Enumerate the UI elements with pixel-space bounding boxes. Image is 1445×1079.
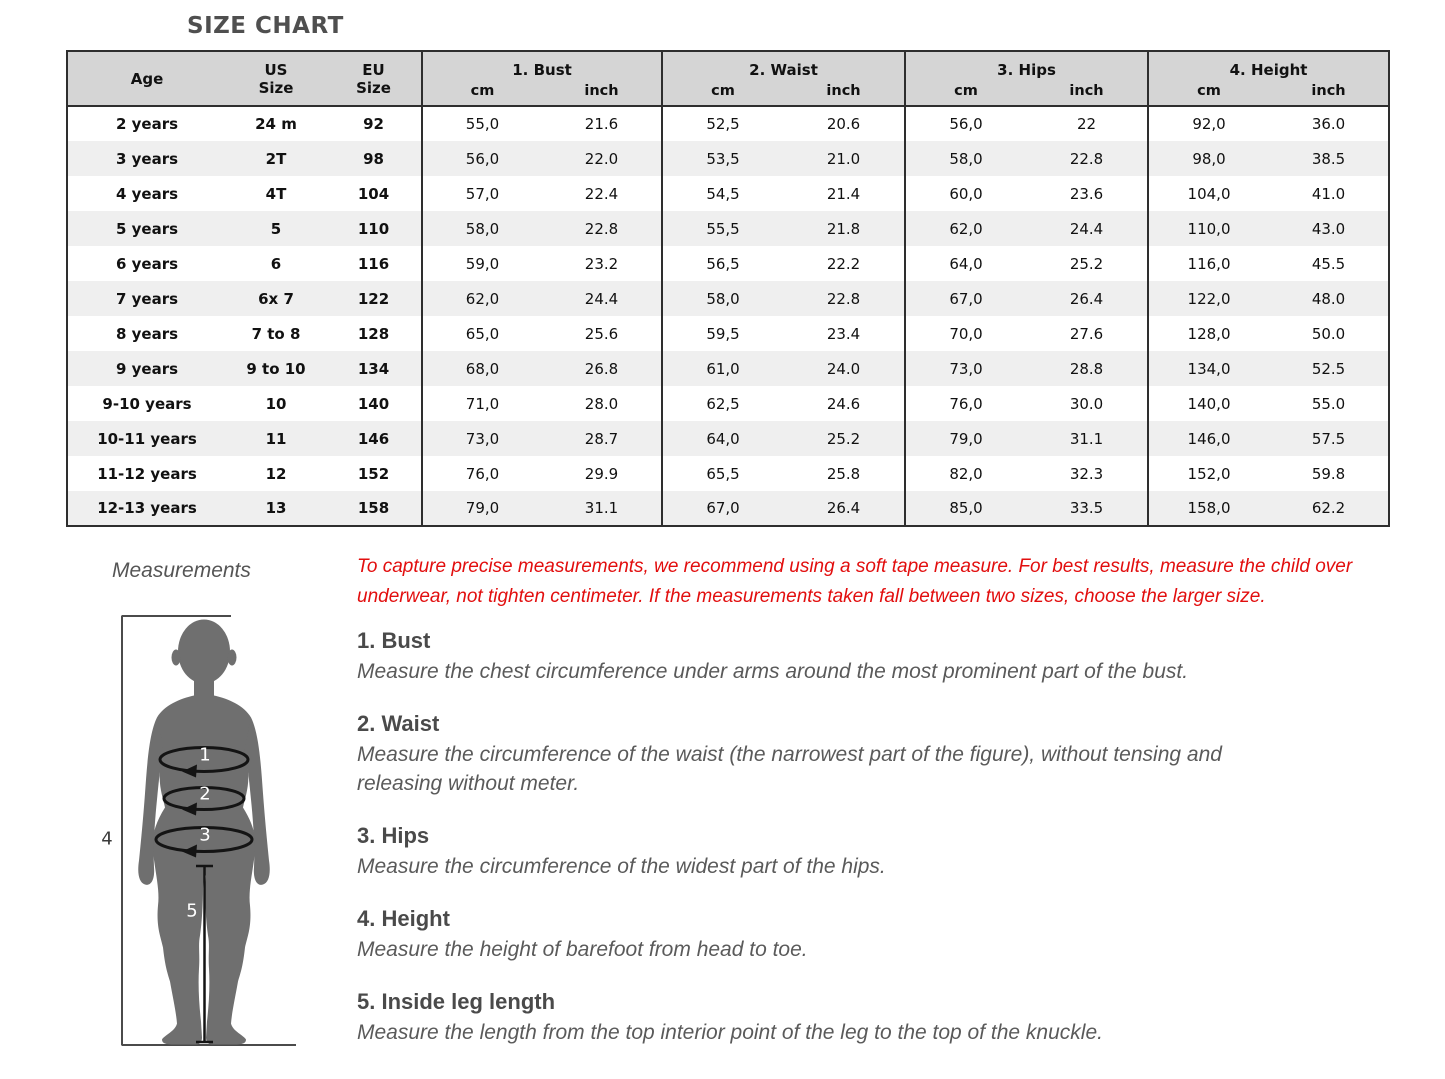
table-cell: 2 years bbox=[115, 115, 179, 133]
column-header-age: Age bbox=[67, 51, 226, 106]
table-cell: 122 bbox=[357, 289, 390, 308]
table-cell: 48.0 bbox=[1311, 289, 1346, 308]
table-row bbox=[67, 176, 1389, 211]
table-cell: 13 bbox=[265, 499, 287, 517]
table-cell: 116 bbox=[357, 254, 390, 273]
table-cell: 11-12 years bbox=[97, 464, 197, 483]
table-cell: 116,0 bbox=[1148, 246, 1269, 281]
table-cell: 22.0 bbox=[584, 149, 619, 168]
table-cell: 104 bbox=[357, 184, 390, 203]
table-cell: 85,0 bbox=[905, 491, 1026, 526]
table-cell: 104,0 bbox=[1148, 176, 1269, 211]
us-size-line1: US bbox=[264, 60, 288, 79]
table-cell: 54,5 bbox=[662, 176, 783, 211]
table-cell: 43.0 bbox=[1311, 219, 1346, 238]
table-cell: 62.2 bbox=[1311, 499, 1346, 517]
eu-size-line1: EU bbox=[362, 60, 385, 79]
table-cell: 4T bbox=[265, 184, 287, 203]
table-cell: 52.5 bbox=[1311, 359, 1346, 378]
table-cell: 32.3 bbox=[1069, 464, 1104, 483]
figure-label-bust: 1 bbox=[199, 744, 211, 766]
table-cell: 10-11 years bbox=[97, 429, 197, 448]
table-cell: 58,0 bbox=[422, 211, 542, 246]
table-cell: 3 years bbox=[115, 149, 179, 168]
table-cell: 6x 7 bbox=[258, 289, 294, 308]
table-cell: 79,0 bbox=[422, 491, 542, 526]
table-row bbox=[67, 281, 1389, 316]
table-cell: 65,0 bbox=[422, 316, 542, 351]
table-cell: 25.2 bbox=[1069, 254, 1104, 273]
table-cell: 134,0 bbox=[1148, 351, 1269, 386]
table-cell: 59,5 bbox=[662, 316, 783, 351]
table-cell: 31.1 bbox=[584, 499, 619, 517]
table-cell: 24.4 bbox=[584, 289, 619, 308]
table-cell: 23.6 bbox=[1069, 184, 1104, 203]
table-cell: 98,0 bbox=[1148, 141, 1269, 176]
table-cell: 7 to 8 bbox=[251, 324, 301, 343]
table-cell: 65,5 bbox=[662, 456, 783, 491]
table-cell: 5 years bbox=[115, 219, 179, 238]
section-text: Measure the length from the top interior point of the leg to the top of the knuckle. bbox=[357, 1021, 1103, 1044]
figure-label-hips: 3 bbox=[199, 824, 211, 846]
table-cell: 64,0 bbox=[662, 421, 783, 456]
table-cell: 62,0 bbox=[905, 211, 1026, 246]
table-cell: 26.8 bbox=[584, 359, 619, 378]
table-cell: 67,0 bbox=[662, 491, 783, 526]
table-cell: 22.2 bbox=[826, 254, 861, 273]
column-header-waist: 2. Waist bbox=[662, 51, 905, 80]
table-row bbox=[67, 491, 1389, 526]
table-cell: 146,0 bbox=[1148, 421, 1269, 456]
table-cell: 4 years bbox=[115, 184, 179, 203]
measurements-label: Measurements bbox=[112, 559, 251, 582]
table-cell: 6 bbox=[270, 254, 282, 273]
table-cell: 122,0 bbox=[1148, 281, 1269, 316]
table-cell: 25.8 bbox=[826, 464, 861, 483]
column-header-height: 4. Height bbox=[1148, 51, 1389, 80]
section-text: Measure the circumference of the widest part of the hips. bbox=[357, 855, 886, 878]
table-cell: 70,0 bbox=[905, 316, 1026, 351]
table-cell: 140,0 bbox=[1148, 386, 1269, 421]
table-cell: 57,0 bbox=[422, 176, 542, 211]
section-heading: 2. Waist bbox=[357, 711, 440, 736]
table-cell: 25.6 bbox=[584, 324, 619, 343]
table-cell: 59.8 bbox=[1311, 464, 1346, 483]
table-cell: 10 bbox=[265, 394, 287, 413]
table-cell: 64,0 bbox=[905, 246, 1026, 281]
table-cell: 158 bbox=[357, 499, 390, 517]
table-cell: 68,0 bbox=[422, 351, 542, 386]
figure-label-height: 4 bbox=[101, 828, 113, 850]
table-cell: 9 to 10 bbox=[246, 359, 306, 378]
table-cell: 9-10 years bbox=[102, 394, 192, 413]
table-cell: 31.1 bbox=[1069, 429, 1104, 448]
table-cell: 26.4 bbox=[826, 499, 861, 517]
table-cell: 22.4 bbox=[584, 184, 619, 203]
table-cell: 128 bbox=[357, 324, 390, 343]
table-cell: 22.8 bbox=[584, 219, 619, 238]
table-cell: 21.6 bbox=[584, 115, 619, 133]
section-heading: 3. Hips bbox=[357, 823, 430, 848]
table-cell: 24 m bbox=[255, 115, 297, 133]
table-cell: 60,0 bbox=[905, 176, 1026, 211]
table-cell: 25.2 bbox=[826, 429, 861, 448]
table-cell: 98 bbox=[363, 149, 384, 168]
table-cell: 56,0 bbox=[905, 106, 1026, 141]
table-row bbox=[67, 246, 1389, 281]
section-text: Measure the height of barefoot from head to toe. bbox=[357, 938, 808, 961]
size-table bbox=[66, 50, 1390, 527]
table-cell: 38.5 bbox=[1311, 149, 1346, 168]
table-cell: 20.6 bbox=[826, 115, 861, 133]
table-cell: 50.0 bbox=[1311, 324, 1346, 343]
table-cell: 24.0 bbox=[826, 359, 861, 378]
table-cell: 61,0 bbox=[662, 351, 783, 386]
figure-label-waist: 2 bbox=[199, 783, 211, 805]
table-cell: 5 bbox=[270, 219, 282, 238]
table-cell: 36.0 bbox=[1311, 115, 1346, 133]
table-cell: 62,5 bbox=[662, 386, 783, 421]
table-cell: 76,0 bbox=[905, 386, 1026, 421]
section-heading: 5. Inside leg length bbox=[357, 989, 556, 1014]
column-header-bust: 1. Bust bbox=[422, 51, 662, 80]
table-cell: 27.6 bbox=[1069, 324, 1104, 343]
table-cell: 21.0 bbox=[826, 149, 861, 168]
table-cell: 23.2 bbox=[584, 254, 619, 273]
table-cell: 57.5 bbox=[1311, 429, 1346, 448]
size-table-body bbox=[67, 106, 1389, 526]
table-cell: 22 bbox=[1076, 115, 1097, 133]
us-size-line2: Size bbox=[258, 78, 294, 97]
section-hips bbox=[357, 823, 1237, 881]
table-cell: 134 bbox=[357, 359, 390, 378]
table-row bbox=[67, 421, 1389, 456]
table-cell: 158,0 bbox=[1148, 491, 1269, 526]
table-cell: 55.0 bbox=[1311, 394, 1346, 413]
table-cell: 79,0 bbox=[905, 421, 1026, 456]
header-group-row bbox=[67, 51, 1389, 80]
table-cell: 9 years bbox=[115, 359, 179, 378]
table-row bbox=[67, 141, 1389, 176]
section-heading: 1. Bust bbox=[357, 628, 431, 653]
page-title: SIZE CHART bbox=[187, 13, 344, 39]
section-text: Measure the chest circumference under arms around the most prominent part of the bust. bbox=[357, 660, 1189, 683]
section-waist bbox=[357, 711, 1237, 798]
table-cell: 82,0 bbox=[905, 456, 1026, 491]
table-cell: 21.4 bbox=[826, 184, 861, 203]
size-table-header bbox=[67, 51, 1389, 106]
table-row bbox=[67, 211, 1389, 246]
table-cell: 8 years bbox=[115, 324, 179, 343]
section-heading: 4. Height bbox=[357, 906, 450, 931]
table-row bbox=[67, 106, 1389, 141]
table-cell: 45.5 bbox=[1311, 254, 1346, 273]
section-bust bbox=[357, 628, 1237, 686]
table-cell: 58,0 bbox=[905, 141, 1026, 176]
unit-header-bust-cm: cm bbox=[422, 80, 542, 106]
table-cell: 73,0 bbox=[905, 351, 1026, 386]
section-height bbox=[357, 906, 1237, 964]
table-cell: 24.4 bbox=[1069, 219, 1104, 238]
table-cell: 56,0 bbox=[422, 141, 542, 176]
table-cell: 67,0 bbox=[905, 281, 1026, 316]
table-cell: 23.4 bbox=[826, 324, 861, 343]
table-cell: 26.4 bbox=[1069, 289, 1104, 308]
table-cell: 110,0 bbox=[1148, 211, 1269, 246]
table-row bbox=[67, 456, 1389, 491]
table-cell: 59,0 bbox=[422, 246, 542, 281]
table-cell: 2T bbox=[265, 149, 287, 168]
section-inside-leg bbox=[357, 989, 1237, 1047]
table-cell: 29.9 bbox=[584, 464, 619, 483]
measurement-figure bbox=[100, 612, 340, 1060]
table-row bbox=[67, 386, 1389, 421]
figure-label-inseam: 5 bbox=[186, 900, 198, 922]
table-cell: 140 bbox=[357, 394, 390, 413]
table-cell: 28.8 bbox=[1069, 359, 1104, 378]
unit-header-bust-inch: inch bbox=[542, 80, 662, 106]
table-cell: 21.8 bbox=[826, 219, 861, 238]
table-cell: 33.5 bbox=[1069, 499, 1104, 517]
table-cell: 152,0 bbox=[1148, 456, 1269, 491]
table-cell: 152 bbox=[357, 464, 390, 483]
table-cell: 76,0 bbox=[422, 456, 542, 491]
table-cell: 55,5 bbox=[662, 211, 783, 246]
unit-header-hips-cm: cm bbox=[905, 80, 1026, 106]
table-cell: 92,0 bbox=[1148, 106, 1269, 141]
table-cell: 58,0 bbox=[662, 281, 783, 316]
table-cell: 6 years bbox=[115, 254, 179, 273]
table-cell: 22.8 bbox=[826, 289, 861, 308]
table-cell: 24.6 bbox=[826, 394, 861, 413]
table-row bbox=[67, 316, 1389, 351]
table-cell: 146 bbox=[357, 429, 390, 448]
column-header-hips: 3. Hips bbox=[905, 51, 1148, 80]
eu-size-line2: Size bbox=[356, 78, 391, 97]
unit-header-waist-inch: inch bbox=[783, 80, 905, 106]
table-cell: 92 bbox=[363, 115, 384, 133]
unit-header-height-cm: cm bbox=[1148, 80, 1269, 106]
table-cell: 52,5 bbox=[662, 106, 783, 141]
table-cell: 128,0 bbox=[1148, 316, 1269, 351]
table-cell: 28.0 bbox=[584, 394, 619, 413]
figure-canvas bbox=[100, 612, 340, 1060]
measurement-instructions bbox=[357, 628, 1237, 1072]
table-cell: 71,0 bbox=[422, 386, 542, 421]
section-text: Measure the circumference of the waist (the narrowest part of the figure), without tensing and releasing without meter. bbox=[357, 743, 1222, 795]
table-row bbox=[67, 351, 1389, 386]
table-cell: 12 bbox=[265, 464, 287, 483]
table-cell: 62,0 bbox=[422, 281, 542, 316]
measurement-notice: To capture precise measurements, we recommend using a soft tape measure. For best results, measure the child over underwear, not tighten centimeter. If the measurements taken fall between two sizes, choose the larger size. bbox=[357, 556, 1353, 607]
column-header-us-size bbox=[226, 51, 326, 106]
unit-header-waist-cm: cm bbox=[662, 80, 783, 106]
table-cell: 7 years bbox=[115, 289, 179, 308]
table-cell: 28.7 bbox=[584, 429, 619, 448]
table-cell: 110 bbox=[357, 219, 390, 238]
table-cell: 22.8 bbox=[1069, 149, 1104, 168]
column-header-eu-size bbox=[326, 51, 422, 106]
table-cell: 41.0 bbox=[1311, 184, 1346, 203]
table-cell: 12-13 years bbox=[97, 499, 197, 517]
unit-header-hips-inch: inch bbox=[1026, 80, 1148, 106]
table-cell: 73,0 bbox=[422, 421, 542, 456]
unit-header-height-inch: inch bbox=[1269, 80, 1389, 106]
table-cell: 56,5 bbox=[662, 246, 783, 281]
table-cell: 53,5 bbox=[662, 141, 783, 176]
table-cell: 55,0 bbox=[422, 106, 542, 141]
table-cell: 11 bbox=[265, 429, 287, 448]
table-cell: 30.0 bbox=[1069, 394, 1104, 413]
